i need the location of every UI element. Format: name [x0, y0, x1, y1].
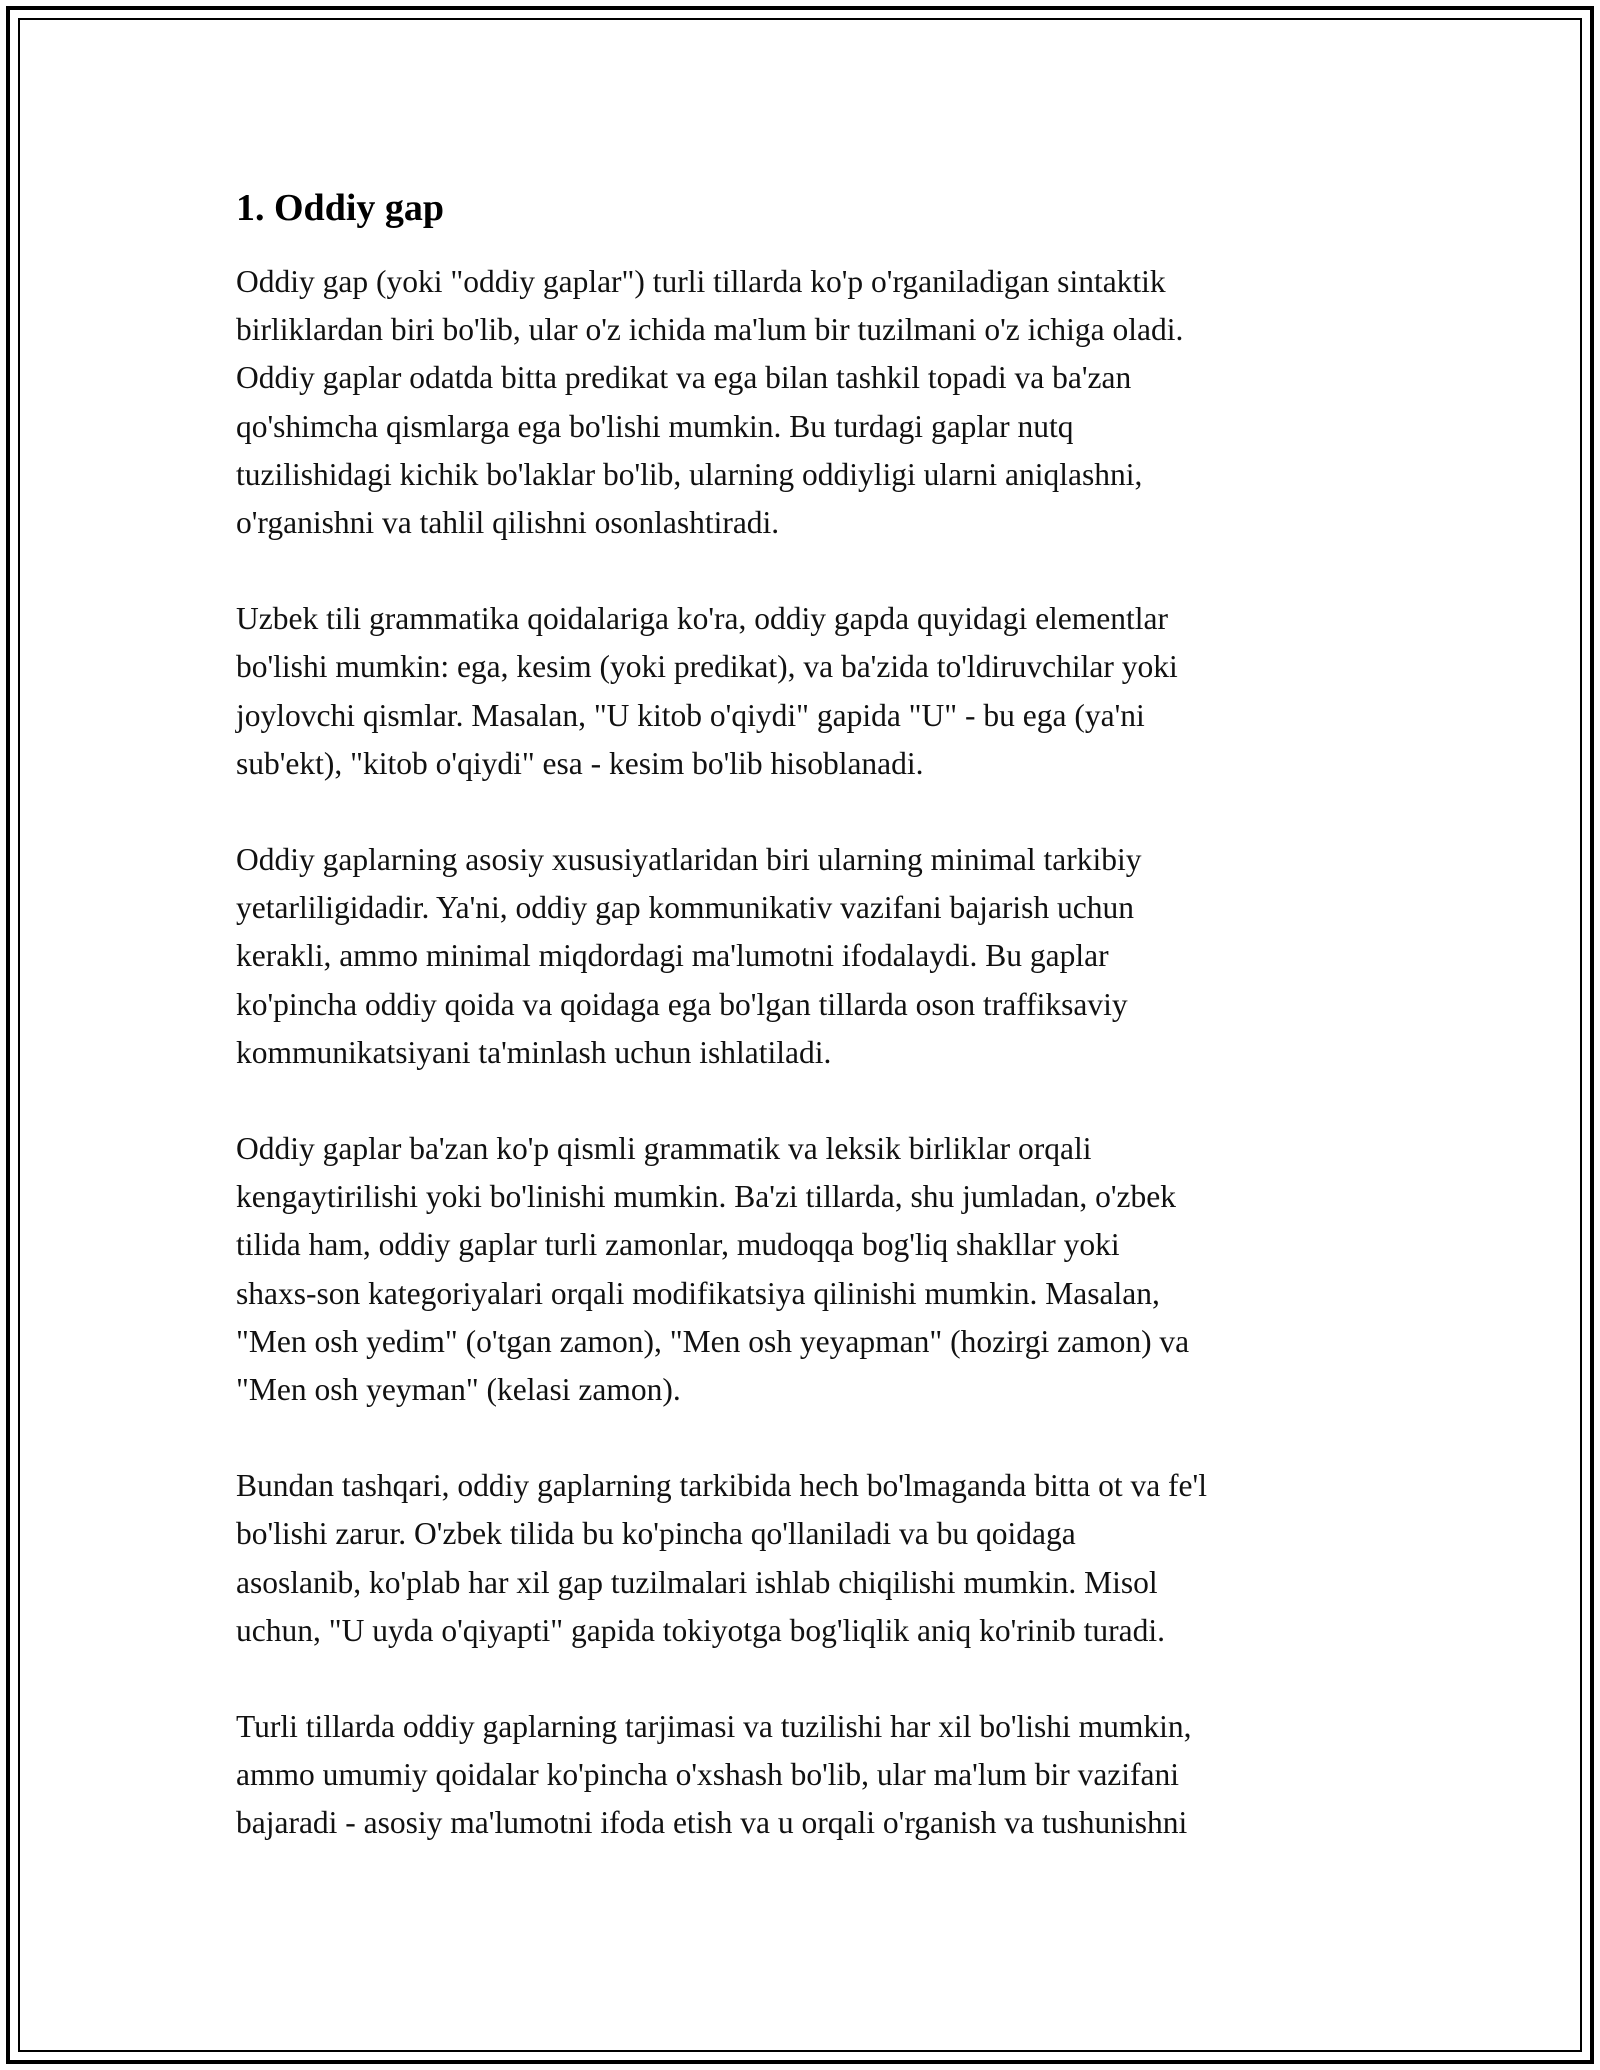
paragraph-6: Turli tillarda oddiy gaplarning tarjimasi va tuzilishi har xil bo'lishi mumkin, ammo umumiy qoidalar ko'pincha o'xshash bo'lib, ular ma'lum bir vazifani bajaradi - asosiy ma'lumotni ifoda etish va u orqali o'rganish va tushunishni	[236, 1709, 1192, 1841]
paragraph-4: Oddiy gaplar ba'zan ko'p qismli grammatik va leksik birliklar orqali kengaytirilishi yoki bo'linishi mumkin. Ba'zi tillarda, shu jumladan, o'zbek tilida ham, oddiy gaplar turli zamonlar, mudoqqa bog'liq shakllar yoki shaxs-son kategoriyalari orqali modifikatsiya qilinishi mumkin. Masalan, "Men osh yedim" (o'tgan zamon), "Men osh yeyapman" (hozirgi zamon) va "Men osh yeyman" (kelasi zamon).	[236, 1131, 1190, 1408]
document-body	[236, 184, 1376, 1896]
section-heading: 1. Oddiy gap	[236, 187, 445, 229]
paragraph-2: Uzbek tili grammatika qoidalariga ko'ra, oddiy gapda quyidagi elementlar bo'lishi mumkin: ega, kesim (yoki predikat), va ba'zida to'ldiruvchilar yoki joylovchi qismlar. Masalan, "U kitob o'qiydi" gapida "U" - bu ega (ya'ni sub'ekt), "kitob o'qiydi" esa - kesim bo'lib hisoblanadi.	[236, 601, 1178, 781]
paragraph-1: Oddiy gap (yoki "oddiy gaplar") turli tillarda ko'p o'rganiladigan sintaktik birliklardan biri bo'lib, ular o'z ichida ma'lum bir tuzilmani o'z ichiga oladi. Oddiy gaplar odatda bitta predikat va ega bilan tashkil topadi va ba'zan qo'shimcha qismlarga ega bo'lishi mumkin. Bu turdagi gaplar nutq tuzilishidagi kichik bo'laklar bo'lib, ularning oddiyligi ularni aniqlashni, o'rganishni va tahlil qilishni osonlashtiradi.	[236, 264, 1184, 541]
paragraph-5: Bundan tashqari, oddiy gaplarning tarkibida hech bo'lmaganda bitta ot va fe'l bo'lishi zarur. O'zbek tilida bu ko'pincha qo'llaniladi va bu qoidaga asoslanib, ko'plab har xil gap tuzilmalari ishlab chiqilishi mumkin. Misol uchun, "U uyda o'qiyapti" gapida tokiyotga bog'liqlik aniq ko'rinib turadi.	[236, 1468, 1207, 1648]
paragraph-3: Oddiy gaplarning asosiy xususiyatlaridan biri ularning minimal tarkibiy yetarliligidadir. Ya'ni, oddiy gap kommunikativ vazifani bajarish uchun kerakli, ammo minimal miqdordagi ma'lumotni ifodalaydi. Bu gaplar ko'pincha oddiy qoida va qoidaga ega bo'lgan tillarda oson traffiksaviy kommunikatsiyani ta'minlash uchun ishlatiladi.	[236, 842, 1142, 1070]
